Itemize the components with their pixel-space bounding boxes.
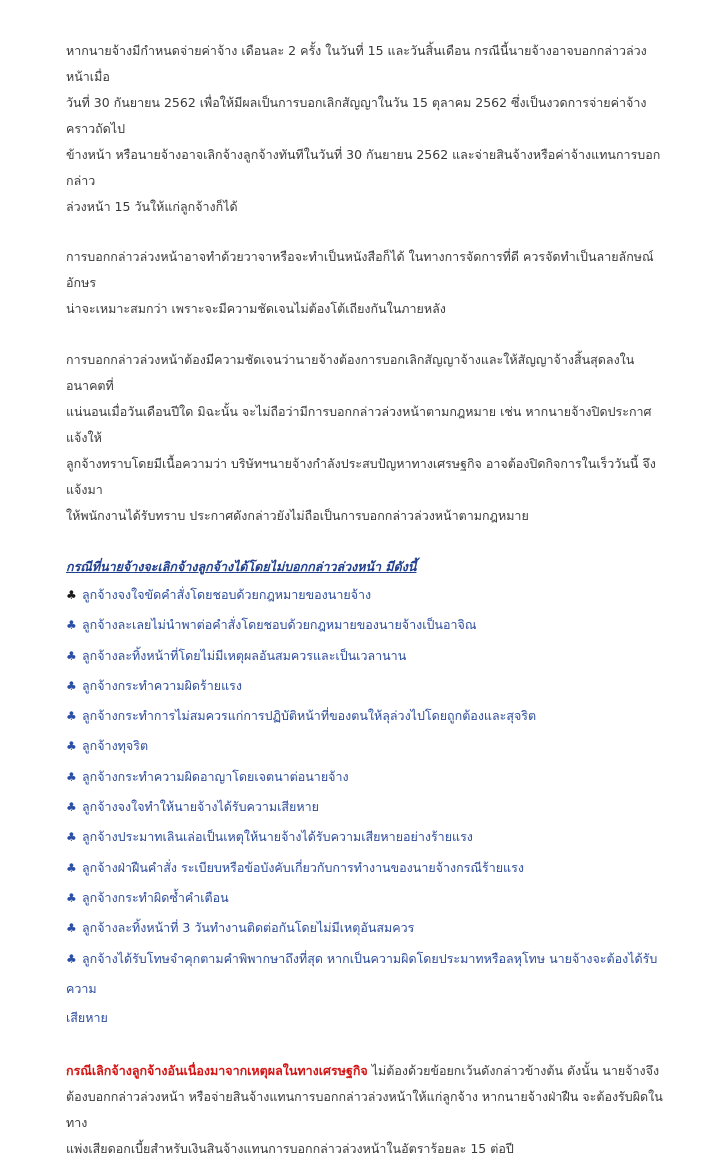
document-page [66, 38, 666, 1162]
termination-without-notice-list [66, 580, 666, 1032]
list-item [66, 641, 666, 671]
list-item [66, 762, 666, 792]
list-item [66, 580, 666, 610]
list-item [66, 701, 666, 731]
paragraph-notice-clarity [66, 347, 666, 529]
text-line: ล่วงหน้า 15 วันให้แก่ลูกจ้างก็ได้ [66, 199, 238, 214]
text-line: ต้องบอกกล่าวล่วงหน้า หรือจ่ายสินจ้างแทนการบอกกล่าวล่วงหน้าให้แก่ลูกจ้าง หากนายจ้างฝ่าฝืน จะต้องรับผิดในทาง [66, 1089, 663, 1131]
club-bullet-icon: ♣ [66, 588, 77, 602]
paragraph-economic-termination [66, 1058, 666, 1162]
list-item [66, 853, 666, 883]
club-bullet-icon: ♣ [66, 618, 77, 633]
paragraph-notice-form [66, 244, 666, 322]
text-span: ไม่ต้องด้วยข้อยกเว้นดังกล่าวข้างต้น ดังนั้น นายจ้างจึง [367, 1063, 660, 1079]
list-item-text: ลูกจ้างจงใจทำให้นายจ้างได้รับความเสียหาย [82, 799, 319, 815]
list-item-text: ลูกจ้างได้รับโทษจำคุกตามคำพิพากษาถึงที่สุด หากเป็นความผิดโดยประมาทหรือลหุโทษ นายจ้างจะต้องได้รับความ [66, 950, 658, 996]
club-bullet-icon: ♣ [66, 709, 77, 724]
list-item [66, 883, 666, 913]
list-item-text: ลูกจ้างละทิ้งหน้าที่โดยไม่มีเหตุผลอันสมควรและเป็นเวลานาน [82, 647, 407, 663]
club-bullet-icon: ♣ [66, 769, 77, 784]
club-bullet-icon: ♣ [66, 860, 77, 875]
text-line: การบอกกล่าวล่วงหน้าต้องมีความชัดเจนว่านายจ้างต้องการบอกเลิกสัญญาจ้างและให้สัญญาจ้างสิ้นสุดลงในอนาคตที่ [66, 352, 635, 393]
section-heading: กรณีที่นายจ้างจะเลิกจ้างลูกจ้างได้โดยไม่บอกกล่าวล่วงหน้า มีดังนี้ [66, 559, 417, 574]
emphasis-lead: กรณีเลิกจ้างลูกจ้างอันเนื่องมาจากเหตุผลในทางเศรษฐกิจ [66, 1063, 368, 1079]
text-line: แพ่งเสียดอกเบี้ยสำหรับเงินสินจ้างแทนการบอกกล่าวล่วงหน้าในอัตราร้อยละ 15 ต่อปี [66, 1141, 514, 1157]
list-item [66, 610, 666, 640]
list-item-continuation [66, 1003, 666, 1032]
club-bullet-icon: ♣ [66, 800, 77, 815]
text-line: ให้พนักงานได้รับทราบ ประกาศดังกล่าวยังไม่ถือเป็นการบอกกล่าวล่วงหน้าตามกฎหมาย [66, 508, 529, 523]
list-item [66, 671, 666, 701]
list-item-text: ลูกจ้างประมาทเลินเล่อเป็นเหตุให้นายจ้างได้รับความเสียหายอย่างร้ายแรง [82, 829, 473, 845]
list-item-text: ลูกจ้างทุจริต [82, 738, 149, 754]
text-line: น่าจะเหมาะสมกว่า เพราะจะมีความชัดเจนไม่ต้องโต้เถียงกันในภายหลัง [66, 301, 446, 316]
list-item-text: ลูกจ้างกระทำความผิดอาญาโดยเจตนาต่อนายจ้าง [82, 768, 349, 784]
text-line: ลูกจ้างทราบโดยมีเนื้อความว่า บริษัทฯนายจ้างกำลังประสบปัญหาทางเศรษฐกิจ อาจต้องปิดกิจการในเร็ววันนี้ จึงแจ้งมา [66, 456, 656, 497]
list-item-text: ลูกจ้างจงใจขัดคำสั่งโดยชอบด้วยกฎหมายของนายจ้าง [82, 587, 372, 602]
club-bullet-icon: ♣ [66, 921, 77, 936]
list-item [66, 944, 666, 1004]
text-line: การบอกกล่าวล่วงหน้าอาจทำด้วยวาจาหรือจะทำเป็นหนังสือก็ได้ ในทางการจัดการที่ดี ควรจัดทำเป็นลายลักษณ์อักษร [66, 249, 654, 290]
text-line: วันที่ 30 กันยายน 2562 เพื่อให้มีผลเป็นการบอกเลิกสัญญาในวัน 15 ตุลาคม 2562 ซึ่งเป็นงวดการจ่ายค่าจ้างคราวถัดไป [66, 95, 647, 136]
club-bullet-icon: ♣ [66, 739, 77, 754]
club-bullet-icon: ♣ [66, 951, 77, 966]
club-bullet-icon: ♣ [66, 678, 77, 693]
text-line: หากนายจ้างมีกำหนดจ่ายค่าจ้าง เดือนละ 2 ครั้ง ในวันที่ 15 และวันสิ้นเดือน กรณีนี้นายจ้างอาจบอกกล่าวล่วงหน้าเมื่อ [66, 43, 647, 84]
club-bullet-icon: ♣ [66, 890, 77, 905]
text-line [66, 1058, 666, 1084]
list-item [66, 792, 666, 822]
text-line: ข้างหน้า หรือนายจ้างอาจเลิกจ้างลูกจ้างทันทีในวันที่ 30 กันยายน 2562 และจ่ายสินจ้างหรือค่าจ้างแทนการบอกกล่าว [66, 147, 661, 188]
club-bullet-icon: ♣ [66, 648, 77, 663]
list-item-text: ลูกจ้างกระทำการไม่สมควรแก่การปฏิบัติหน้าที่ของตนให้ลุล่วงไปโดยถูกต้องและสุจริต [82, 708, 537, 724]
text-line: แน่นอนเมื่อวันเดือนปีใด มิฉะนั้น จะไม่ถือว่ามีการบอกกล่าวล่วงหน้าตามกฎหมาย เช่น หากนายจ้างปิดประกาศแจ้งให้ [66, 404, 652, 445]
list-item-text: ลูกจ้างกระทำผิดซ้ำคำเตือน [82, 889, 229, 905]
list-item [66, 913, 666, 943]
list-item [66, 731, 666, 761]
list-item-text: ลูกจ้างละเลยไม่นำพาต่อคำสั่งโดยชอบด้วยกฎหมายของนายจ้างเป็นอาจิณ [82, 617, 477, 633]
list-item-text: เสียหาย [66, 1010, 108, 1026]
paragraph-advance-notice-example [66, 38, 666, 220]
list-item [66, 822, 666, 852]
list-item-text: ลูกจ้างกระทำความผิดร้ายแรง [82, 677, 242, 693]
list-item-text: ลูกจ้างละทิ้งหน้าที่ 3 วันทำงานติดต่อกันโดยไม่มีเหตุอันสมควร [82, 920, 415, 936]
list-item-text: ลูกจ้างฝ่าฝืนคำสั่ง ระเบียบหรือข้อบังคับเกี่ยวกับการทำงานของนายจ้างกรณีร้ายแรง [82, 859, 524, 875]
club-bullet-icon: ♣ [66, 830, 77, 845]
